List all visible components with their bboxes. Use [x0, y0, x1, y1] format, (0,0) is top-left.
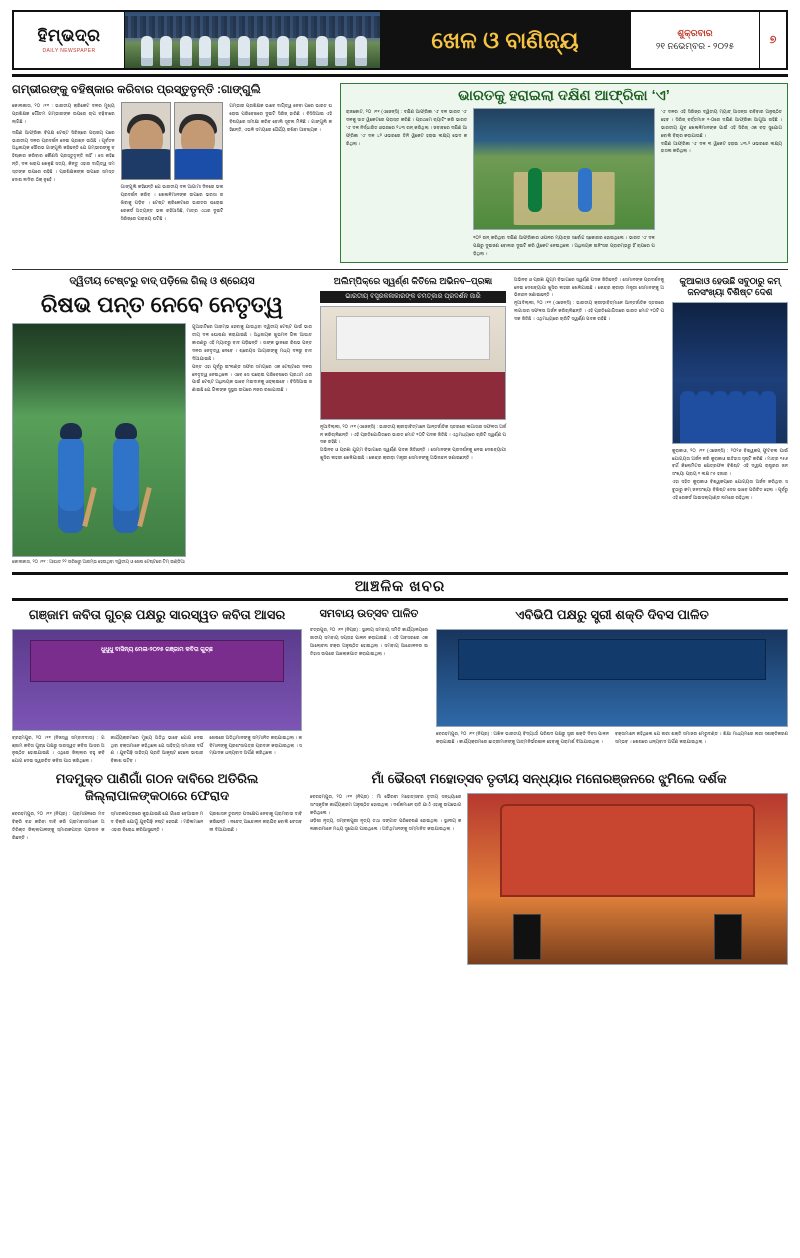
- festival-col1: ବେରହମ୍ପୁର, ୨୦ ।୧୧ (ନିପ୍ର) : ମାଁ ଭୈରବୀ ମହୋତ୍ସବର ତୃତୀୟ ସନ୍ଧ୍ୟାରେ ସାଂସ୍କୃତିକ କାର୍ଯ୍ୟକ୍ରମ ଅନୁଷ୍ଠିତ ହୋଇଥିଲା । ଦର୍ଶକମାନେ ରାତି ଯାଏଁ ଏହାକୁ ଉପଭୋଗ କରିଥିଲେ ।: [310, 794, 462, 815]
- ganguly-portraits: [121, 102, 224, 180]
- festival-article: [310, 771, 788, 965]
- panigaon-article: [12, 771, 302, 965]
- pant-photo-caption: କୋଲକାତା, ୨୦ ।୧୧ : ଆଘାତ ୨୨ ତାରିଖରୁ ଆରମ୍ଭ ହେଉଥିବା ଦ୍ୱିତୀୟ ଓ ଶେଷ ଟେଷ୍ଟରେ ଟିମ୍ ଇଣ୍ଡିଆ: [12, 559, 185, 565]
- masthead-day: ଶୁକ୍ରବାର: [677, 27, 713, 38]
- kuwait-article: [672, 276, 788, 566]
- portrait-ganguly: [121, 102, 171, 180]
- award-col2-dup: ଅଭିନବ ଓ ପ୍ରଜ୍ଞା ଯୁଗ୍ମ ବିଭାଗରେ ସ୍ୱର୍ଣ୍ଣ ପଦକ ଜିତିଛନ୍ତି । ସେମାନଙ୍କ ପ୍ରଦର୍ଶନକୁ ନେଇ ଦେଶବ୍ୟାପୀ ଖୁସିର ଲହରୀ ଖେଳିଯାଇଛି । କେନ୍ଦ୍ର କ୍ରୀଡ଼ା ମନ୍ତ୍ରୀ ସେମାନଙ୍କୁ ଅଭିନନ୍ଦନ ଜଣାଇଛନ୍ତି ।: [514, 276, 664, 298]
- sa-match-col3: ‘ଏ’ ଦଳର ଏହି ସିରିଜ୍‌ର ଦ୍ୱିତୀୟ ମ୍ୟାଚ୍ ଆସନ୍ତା ରବିବାର ଅନୁଷ୍ଠିତ ହେବ । ସିରିଜ୍ ବର୍ତ୍ତମାନ ୧-୦ରେ ଦକ୍ଷିଣ ଆଫ୍ରିକା ଆଗୁଆ ରହିଛି । ଭାରତୀୟ ଯୁବ ଖେଳାଳିମାନଙ୍କ ପାଇଁ ଏହି ସିରିଜ୍ ଏକ ବଡ଼ ସୁଯୋଗ ବୋଲି ବିଚାର କରାଯାଉଛି ।: [660, 109, 782, 138]
- masthead-date-value: ୨୧ ନଭେମ୍ବର - ୨୦୨୫: [655, 41, 735, 51]
- abvp-photo: [436, 629, 788, 727]
- festival-photo: [467, 793, 788, 965]
- award-photo: [320, 306, 506, 420]
- mid-section: [12, 276, 788, 566]
- top-section: [12, 83, 788, 263]
- section-title: ଖେଳ ଓ ବାଣିଜ୍ୟ: [431, 26, 579, 53]
- masthead-divider: [12, 74, 788, 77]
- sa-match-article: [340, 83, 788, 263]
- player-silhouettes: [131, 32, 374, 66]
- festival-col2: ଓଡ଼ିଶୀ ନୃତ୍ୟ, ସମ୍ବଲପୁରୀ ନୃତ୍ୟ ତଥା ସଙ୍ଗୀତ ପରିବେଷଣ ହୋଇଥିଲା । ସ୍ଥାନୀୟ କଳାକାରମାନେ ମଧ୍ୟ ସୁଯୋଗ ପାଇଥିଲେ । ଅତିଥିମାନଙ୍କୁ ସମ୍ମାନିତ କରାଯାଇଥିଲା ।: [310, 817, 462, 831]
- page-number: [759, 12, 786, 68]
- award-article: [320, 276, 506, 566]
- award-subheader: ଭାରତୀୟ ବସ୍ତ୍ରକଳାକାରଙ୍କ ଚମତ୍କାର ପ୍ରଦର୍ଶନ ଜାରି: [320, 291, 506, 303]
- masthead-logo: [14, 12, 125, 68]
- ganguly-col3: ଗମ୍ଭୀର ପ୍ରଶିକ୍ଷକ ଭାବେ ଦାୟିତ୍ୱ ନେବା ପରେ ଭାରତ ଘରୋଇ ପରିବେଶରେ ଦୁଇଟି ସିରିଜ୍‌ ହାରିଛି । ବିସିସିଆଇ ଏହି ବିଷୟରେ ସମୀକ୍ଷା କରିବ ବୋଲି ସୂଚନା ମିଳିଛି । ଗାଙ୍ଗୁଲି କହିଛନ୍ତି, ଏଭଳି ସମୟରେ ଧୈର୍ଯ୍ୟ ରଖିବା ଆବଶ୍ୟକ ।: [229, 102, 333, 132]
- kuracao-team-photo: [672, 302, 788, 444]
- top-divider: [12, 269, 788, 270]
- panigaon-headline: ମଦମୁକ୍ତ ପାଣିଗାଁ ଗଠନ ଦାବିରେ ଅତିରିଲ ଜିଲ୍ଲାପାଳଙ୍କଠାରେ ଫେରାଦ: [55, 771, 259, 804]
- award-col1: ନୂଆଦିଲ୍ଲୀ, ୨୦ ।୧୧ (ଏଜେନ୍ସି) : ଭାରତୀୟ କ୍ରୀଡ଼ାବିତ୍‌ମାନେ ଆନ୍ତର୍ଜାତିକ ସ୍ତରରେ ଲଗାତାର ସଫଳତା ଅର୍ଜନ କରିଚାଲିଛନ୍ତି । ଏହି ପ୍ରତିଯୋଗିତାରେ ଭାରତ ମୋଟ ୧୦ଟି ପଦକ ଜିତିଛି । ଏଥିମଧ୍ୟରେ ଚାରିଟି ସ୍ୱର୍ଣ୍ଣ ପଦକ ରହିଛି ।: [320, 423, 506, 445]
- samabaya-article: [310, 607, 428, 765]
- kuracao-col1: କୁରାକାଓ, ୨୦ ।୧୧ (ଏଜେନ୍ସି) : ୨୦୨୬ ବିଶ୍ୱକପ୍ ଫୁଟବଲ ପାଇଁ ଯୋଗ୍ୟତା ଅର୍ଜନ କରି କୁରାକାଓ ଇତିହାସ ସୃଷ୍ଟି କରିଛି । ମାତ୍ର ୧୫୬ ବର୍ଗ କିଲୋମିଟର କ୍ଷେତ୍ରଫଳ ବିଶିଷ୍ଟ ଏହି ଦ୍ୱୀପ ରାଷ୍ଟ୍ରର ଜନସଂଖ୍ୟା ପ୍ରାୟ ୧ ଲକ୍ଷ ୮୫ ହଜାର ।: [672, 447, 788, 477]
- ganguly-col2: ଗାଙ୍ଗୁଲି କହିଛନ୍ତି ଯେ ଭାରତୀୟ ଦଳ ଆଗାମୀ ଦିନରେ ଭଲ ପ୍ରଦର୍ଶନ କରିବ । ଖେଳାଳିମାନଙ୍କ ଉପରେ ଭରସା ରଖିବାକୁ ପଡ଼ିବ । ଟେଷ୍ଟ କ୍ରିକେଟରେ ଭାରତର ଘରୋଇ ରେକର୍ଡ ଅତ୍ୟନ୍ତ ଭଲ ରହିଆସିଛି, ମାତ୍ର ଏଥର ଦୁଇଟି ସିରିଜ୍‌ରେ ପରାଜୟ ଘଟିଛି ।: [120, 183, 224, 221]
- masthead-logo-name: ହିମ୍ଭଦ୍ର: [37, 26, 101, 45]
- portrait-gambhir: [174, 102, 224, 180]
- sa-match-col1: ରାଜକୋଟ, ୨୦ ।୧୧ (ଏଜେନ୍ସି) : ଦକ୍ଷିଣ ଆଫ୍ରିକା ‘ଏ’ ଦଳ ଭାରତ ‘ଏ’ ଦଳକୁ ସାତ ୱିକେଟରେ ପରାସ୍ତ କରିଛି । ପ୍ରଥମେ ବ୍ୟାଟିଂ କରି ଭାରତ ‘ଏ’ ଦଳ ନିର୍ଦ୍ଧାରିତ ଓଭରରେ ୨୪୩ ରନ୍ କରିଥିଲା । ଜବାବରେ ଦକ୍ଷିଣ ଆଫ୍ରିକା ‘ଏ’ ଦଳ ୪୨ ଓଭରରେ ତିନି ୱିକେଟ ହରାଇ ଲକ୍ଷ୍ୟ ଭେଦ କରିଥିଲା ।: [346, 109, 468, 146]
- abvp-headline: ଏବିଭିପି ପକ୍ଷରୁ ସ୍ତ୍ରୀ ଶକ୍ତି ଦିବସ ପାଳିତ: [515, 606, 709, 622]
- kabita-col1: ବ୍ରହ୍ମପୁର, ୨୦ ।୧୧ (ନିଜସ୍ୱ ସମ୍ବାଦଦାତା) : ଗଞ୍ଜାମ କବିତା ଗୁଚ୍ଛ ପକ୍ଷରୁ ସାରସ୍ୱତ କବିତା ଆସର ଅନୁଷ୍ଠିତ ହୋଇଯାଇଛି । ଏଥିରେ ଜିଲ୍ଲାର ବହୁ କବି ଯୋଗ ଦେଇ ସ୍ୱରଚିତ କବିତା ପାଠ କରିଥିଲେ ।: [12, 734, 105, 764]
- ganguly-dateline: କୋଲକାତା, ୨୦ ।୧୧ : ଭାରତୀୟ କ୍ରିକେଟ ଦଳର ମୁଖ୍ୟ ପ୍ରଶିକ୍ଷକ ଗୌତମ ଗମ୍ଭୀରଙ୍କ ଉପରେ ଚାପ ବଢ଼ିବାରେ ଲାଗିଛି ।: [12, 102, 115, 124]
- kabita-col3: ଶେଷରେ ଅତିଥିମାନଙ୍କୁ ସମ୍ମାନିତ କରାଯାଇଥିଲା । କବିମାନଙ୍କୁ ପ୍ରଶଂସାପତ୍ର ପ୍ରଦାନ କରାଯାଇଥିଲା । ସମ୍ପାଦକ ଧନ୍ୟବାଦ ଅର୍ପଣ କରିଥିଲେ ।: [209, 734, 303, 756]
- sa-match-col2: ୧୦୨ ରନ୍ କରିଥିବା ଦକ୍ଷିଣ ଆଫ୍ରିକାର ଓପନର ମ୍ୟାଚ୍‌ର ସର୍ବୋଚ୍ଚ ସ୍କୋରର ହୋଇଥିଲେ । ଭାରତ ‘ଏ’ ଦଳ ପକ୍ଷରୁ ଦୁଇଜଣ ବୋଲର ଦୁଇଟି କରି ୱିକେଟ ନେଇଥିଲେ । ଅଧିନାୟକ ଇନିଂସର ପ୍ରାରମ୍ଭରୁ ହିଁ ଚାପରେ ପଡ଼ିଥିଲା ।: [473, 235, 655, 256]
- ganguly-headline: ଗମ୍ଭୀରଙ୍କୁ ବହିଷ୍କାର କରିବାର ପ୍ରସ୍ତୁତୃନ୍ତି :ଗାଙ୍ଗୁଲି: [12, 84, 261, 96]
- pant-headline: ରିଷଭ ପନ୍ତ ନେବେ ନେତୃତ୍ୱ: [40, 291, 284, 317]
- award-extra-column: [514, 276, 664, 566]
- regional-band: ଆଞ୍ଚଳିକ ଖବର: [12, 572, 788, 601]
- samabaya-headline: ସମବାୟ ଉତ୍ସବ ପାଳିତ: [319, 607, 419, 620]
- award-col1-dup: ନୂଆଦିଲ୍ଲୀ, ୨୦ ।୧୧ (ଏଜେନ୍ସି) : ଭାରତୀୟ କ୍ରୀଡ଼ାବିତ୍‌ମାନେ ଆନ୍ତର୍ଜାତିକ ସ୍ତରରେ ଲଗାତାର ସଫଳତା ଅର୍ଜନ କରିଚାଲିଛନ୍ତି । ଏହି ପ୍ରତିଯୋଗିତାରେ ଭାରତ ମୋଟ ୧୦ଟି ପଦକ ଜିତିଛି । ଏଥିମଧ୍ୟରେ ଚାରିଟି ସ୍ୱର୍ଣ୍ଣ ପଦକ ରହିଛି ।: [514, 300, 664, 322]
- samabaya-col1: ଚତ୍ରପୁର, ୨୦ ।୧୧ (ନିପ୍ର) : ସ୍ଥାନୀୟ ସମବାୟ ସମିତି କାର୍ଯ୍ୟାଳୟରେ ଜାତୀୟ ସମବାୟ ସପ୍ତାହ ପାଳନ କରାଯାଇଛି । ଏହି ଅବସରରେ ଏକ ଆଲୋଚନା ଚକ୍ର ଅନୁଷ୍ଠିତ ହୋଇଥିଲା । ସମବାୟ ଆନ୍ଦୋଳନର ଇତିହାସ ଉପରେ ଆଲୋକପାତ କରାଯାଇଥିଲା ।: [310, 627, 428, 656]
- masthead-date: [630, 12, 759, 68]
- kabita-headline: ଗଞ୍ଜାମ କବିତା ଗୁଚ୍ଛ ପକ୍ଷରୁ ସାରସ୍ୱତ କବିତା ଆସର: [28, 606, 286, 622]
- sa-match-photo: [473, 108, 655, 230]
- abvp-col2: ବକ୍ତାମାନେ କହିଥିଲେ ଯେ ନାରୀ ଶକ୍ତି ସମାଜର ମେରୁଦଣ୍ଡ । ଶିକ୍ଷା ମାଧ୍ୟମରେ ନାରୀ ସଶକ୍ତିକରଣ ସମ୍ଭବ । ଶେଷରେ ଧନ୍ୟବାଦ ଅର୍ପଣ କରାଯାଇଥିଲା ।: [615, 730, 788, 744]
- ganguly-col1: ଦକ୍ଷିଣ ଆଫ୍ରିକା ବିପକ୍ଷ ଟେଷ୍ଟ ସିରିଜ୍‌ରେ ପରାଜୟ ପରେ ଭାରତୀୟ ଦଳର ପ୍ରଦର୍ଶନ ନେଇ ପ୍ରଶ୍ନ ଉଠିଛି । ପୂର୍ବତନ ଅଧିନାୟକ ସୌରଭ ଗାଙ୍ଗୁଲି କହିଛନ୍ତି ଯେ ଗମ୍ଭୀରଙ୍କୁ ବହିଷ୍କାର କରିବାର କୌଣସି ପ୍ରସ୍ତୁତୃନ୍ତି ନାହିଁ । ସେ କହିଛନ୍ତି, ଦଳ ଖରାପ ଖେଳୁଛି ସତ୍ୟ, କିନ୍ତୁ ଏହାର ଦାୟିତ୍ୱ ସମସ୍ତଙ୍କ ଉପରେ ରହିଛି । ପ୍ରଶିକ୍ଷକଙ୍କ ଉପରେ ସମସ୍ତ ଦୋଷ ଲଦିବା ଠିକ୍‌ ନୁହେଁ ।: [12, 129, 115, 182]
- sa-match-col-right-top: ଦକ୍ଷିଣ ଆଫ୍ରିକା ‘ଏ’ ଦଳ ୩ ୱିକେଟ ହରାଇ ୪୩.୨ ଓଭରରେ ଲକ୍ଷ୍ୟ ହାସଲ କରିଥିଲା ।: [660, 140, 782, 154]
- sa-match-headline: ଭାରତକୁ ହରାଇଲା ଦକ୍ଷିଣ ଆଫ୍ରିକା ‘ଏ’: [458, 88, 670, 104]
- kabita-col2: କାର୍ଯ୍ୟକ୍ରମରେ ମୁଖ୍ୟ ଅତିଥି ଭାବେ ଯୋଗ ଦେଇଥିବା ବକ୍ତାମାନେ କହିଥିଲେ ଯେ ସାହିତ୍ୟ ସମାଜର ଦର୍ପଣ । ଯୁବପିଢ଼ି ସାହିତ୍ୟ ପ୍ରତି ଆକୃଷ୍ଟ ହେଲେ ଭାଷାର ବିକାଶ ଘଟିବ ।: [110, 734, 204, 764]
- pant-col2: ପନ୍ତ ଏହା ପୂର୍ବରୁ ଇଂଲଣ୍ଡ ସଫର ସମୟରେ ଏକ ଟେଷ୍ଟରେ ଦଳର ନେତୃତ୍ୱ ନେଇଥିଲେ । ଏବେ ସେ ଘରୋଇ ପରିବେଶରେ ପ୍ରଥମ ଥର ପାଇଁ ଟେଷ୍ଟ ଅଧିନାୟକ ଭାବେ ମଇଦାନକୁ ଓହ୍ଲାଇବେ । ବିସିସିଆଇ ଜଣାଇଛି ଯେ ଗିଲଙ୍କ ସୁସ୍ଥତା ଉପରେ ନଜର ରଖାଯାଉଛି ।: [192, 363, 312, 393]
- masthead: [12, 10, 788, 70]
- masthead-logo-subtitle: DAILY NEWSPAPER: [42, 48, 96, 54]
- kabita-photo: [12, 629, 302, 731]
- panigaon-col1: ବେରହମ୍ପୁର, ୨୦ ।୧୧ (ନିପ୍ର) : ଗ୍ରାମାଞ୍ଚଳରେ ମଦ ବିକ୍ରି ବନ୍ଦ କରିବା ଦାବି କରି ଗ୍ରାମବାସୀମାନେ ଅତିରିକ୍ତ ଜିଲ୍ଲାପାଳଙ୍କୁ ସ୍ମାରକପତ୍ର ପ୍ରଦାନ କରିଛନ୍ତି ।: [12, 811, 105, 840]
- kuracao-kicker: କୁଆକାଓ ହେଉଛି ସବୁଠାରୁ କମ୍ ଜନସଂଖ୍ୟା ବିଶିଷ୍ଟ ଦେଶ: [679, 275, 781, 297]
- ganguly-article: [12, 83, 332, 263]
- kabita-article: [12, 607, 302, 765]
- award-kicker: ଅଲିମ୍ପିକ୍‌ରେ ସ୍ୱର୍ଣ୍ଣ କିତିଲେ ଅଭିନବ–ପ୍ରଜ୍ଞା: [333, 275, 493, 286]
- abvp-article: [436, 607, 788, 765]
- abvp-col1: ବେରହମ୍ପୁର, ୨୦ ।୧୧ (ନିପ୍ର) : ଅଖିଳ ଭାରତୀୟ ବିଦ୍ୟାର୍ଥୀ ପରିଷଦ ପକ୍ଷରୁ ସ୍ତ୍ରୀ ଶକ୍ତି ଦିବସ ପାଳନ କରାଯାଇଛି । କାର୍ଯ୍ୟକ୍ରମରେ ଛାତ୍ରୀମାନଙ୍କୁ ଆତ୍ମନିର୍ଭରଶୀଳ ହେବାକୁ ପରାମର୍ଶ ଦିଆଯାଇଥିଲା ।: [436, 730, 609, 744]
- page-number-value: ୭: [769, 33, 777, 46]
- panigaon-col2: ସ୍ମାରକପତ୍ରରେ କୁହାଯାଇଛି ଯେ ଗାଁରେ ବେଆଇନ ମଦ ବିକ୍ରି ଯୋଗୁଁ ଯୁବପିଢ଼ି ନଷ୍ଟ ହେଉଛି । ମହିଳାମାନେ ଏହାର ବିରୋଧ କରିଆସୁଛନ୍ତି ।: [110, 811, 204, 832]
- pant-col1: ଗୁଆହାଟିରେ ଆରମ୍ଭ ହେବାକୁ ଯାଉଥିବା ଦ୍ୱିତୀୟ ଟେଷ୍ଟ ପାଇଁ ଭାରତୀୟ ଦଳ ଘୋଷଣା କରାଯାଇଛି । ଅଧିନାୟକ ଶୁଭମନ ଗିଲ ଆଘାତ କାରଣରୁ ଏହି ମ୍ୟାଚ୍‌ରୁ ବାଦ ପଡ଼ିଛନ୍ତି । ତାଙ୍କ ସ୍ଥାନରେ ରିଷଭ ପନ୍ତ ଦଳର ନେତୃତ୍ୱ ନେବେ । ଶ୍ରେୟସ ଆୟାରଙ୍କୁ ମଧ୍ୟ ଦଳରୁ ବାଦ ଦିଆଯାଇଛି ।: [192, 324, 312, 361]
- panigaon-col3: ପ୍ରଶାସନ ତୁରନ୍ତ ପଦକ୍ଷେପ ନେବାକୁ ଗ୍ରାମବାସୀ ଦାବି କରିଛନ୍ତି । ନଚେତ୍ ଆନ୍ଦୋଳନ କରାଯିବ ବୋଲି ଚେତାବନୀ ଦିଆଯାଇଛି ।: [209, 811, 303, 832]
- kuracao-col2: ଏହା ସହିତ କୁରାକାଓ ବିଶ୍ୱକପ୍‌ରେ ଯୋଗ୍ୟତା ଅର୍ଜନ କରିଥିବା ସବୁଠାରୁ କମ୍ ଜନସଂଖ୍ୟା ବିଶିଷ୍ଟ ଦେଶ ଭାବେ ପରିଚିତ ହେଲା । ପୂର୍ବରୁ ଏହି ରେକର୍ଡ ଆଇସଲ୍ୟାଣ୍ଡ ନାମରେ ରହିଥିଲା ।: [672, 479, 788, 501]
- festival-headline: ମାଁ ଭୈରବୀ ମହୋତ୍ସବ ତୃତୀୟ ସନ୍ଧ୍ୟାର ମନୋରଞ୍ଜନରେ ଝୁମିଲେ ଦର୍ଶକ: [371, 771, 727, 787]
- section-title-banner: [380, 12, 630, 68]
- regional-section: [12, 607, 788, 765]
- kabita-banner-text: ଧୁଧୁଧୁ ବାସିନ୍ୟ ମେଳା-୨୦୨୫ ଗଞ୍ଜାମ କବିତା ଗୁଚ୍ଛ: [101, 646, 213, 653]
- pant-article: [12, 276, 312, 566]
- bottom-section: [12, 771, 788, 965]
- pant-photo: [12, 323, 186, 557]
- pant-kicker: ଦ୍ୱିତୀୟ ଟେଷ୍ଟରୁ ବାଦ୍‌ ପଡ଼ିଲେ ଗିଲ୍ ଓ ଶ୍ରେୟସ: [69, 275, 255, 287]
- award-col2: ଅଭିନବ ଓ ପ୍ରଜ୍ଞା ଯୁଗ୍ମ ବିଭାଗରେ ସ୍ୱର୍ଣ୍ଣ ପଦକ ଜିତିଛନ୍ତି । ସେମାନଙ୍କ ପ୍ରଦର୍ଶନକୁ ନେଇ ଦେଶବ୍ୟାପୀ ଖୁସିର ଲହରୀ ଖେଳିଯାଇଛି । କେନ୍ଦ୍ର କ୍ରୀଡ଼ା ମନ୍ତ୍ରୀ ସେମାନଙ୍କୁ ଅଭିନନ୍ଦନ ଜଣାଇଛନ୍ତି ।: [320, 447, 506, 461]
- masthead-photo: [125, 12, 380, 68]
